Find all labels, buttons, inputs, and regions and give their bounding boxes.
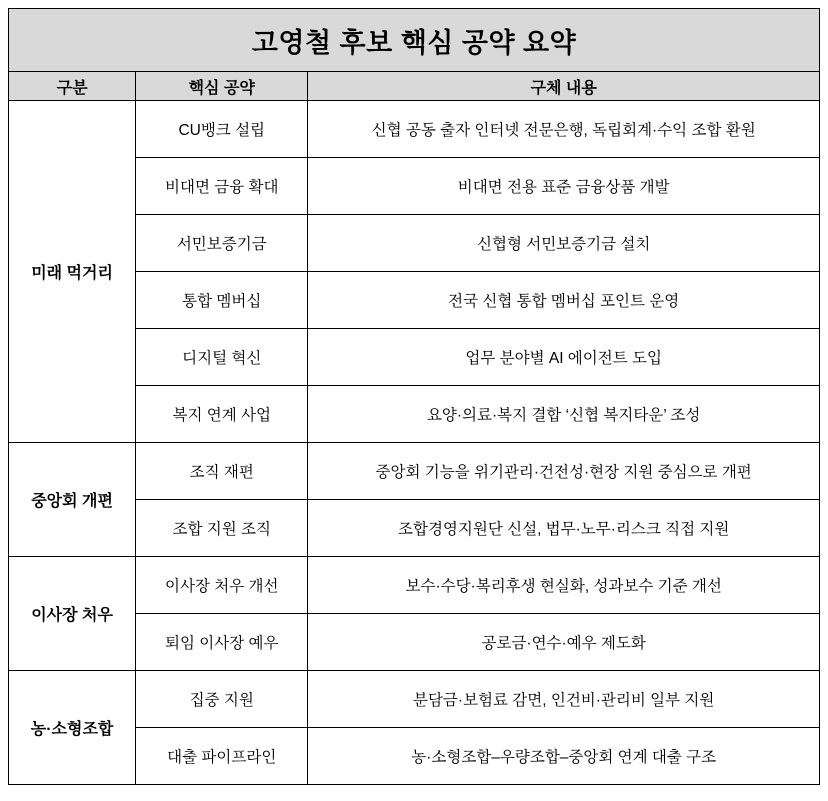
table-row xyxy=(9,443,820,500)
promise-title: 복지 연계 사업 xyxy=(136,386,308,443)
promise-title: 디지털 혁신 xyxy=(136,329,308,386)
table-row xyxy=(9,671,820,728)
table-title-row xyxy=(9,9,820,72)
page-title: 고영철 후보 핵심 공약 요약 xyxy=(9,9,820,72)
promise-detail: 공로금·연수·예우 제도화 xyxy=(308,614,820,671)
promise-detail: 농·소형조합–우량조합–중앙회 연계 대출 구조 xyxy=(308,728,820,785)
promise-detail: 신협 공동 출자 인터넷 전문은행, 독립회계·수익 조합 환원 xyxy=(308,101,820,158)
group-label-future: 미래 먹거리 xyxy=(9,101,136,443)
promise-title: 대출 파이프라인 xyxy=(136,728,308,785)
promise-title: 비대면 금융 확대 xyxy=(136,158,308,215)
promise-title: 통합 멤버십 xyxy=(136,272,308,329)
promise-title: 조직 재편 xyxy=(136,443,308,500)
promise-detail: 분담금·보험료 감면, 인건비·관리비 일부 지원 xyxy=(308,671,820,728)
promise-detail: 신협형 서민보증기금 설치 xyxy=(308,215,820,272)
promise-detail: 비대면 전용 표준 금융상품 개발 xyxy=(308,158,820,215)
promise-summary-table xyxy=(8,8,820,785)
group-label-headquarters: 중앙회 개편 xyxy=(9,443,136,557)
promise-detail: 조합경영지원단 신설, 법무·노무·리스크 직접 지원 xyxy=(308,500,820,557)
table-row xyxy=(9,101,820,158)
promise-detail: 전국 신협 통합 멤버십 포인트 운영 xyxy=(308,272,820,329)
group-label-chairman: 이사장 처우 xyxy=(9,557,136,671)
group-label-small-coops: 농·소형조합 xyxy=(9,671,136,785)
promise-title: 서민보증기금 xyxy=(136,215,308,272)
promise-detail: 업무 분야별 AI 에이전트 도입 xyxy=(308,329,820,386)
promise-title: 이사장 처우 개선 xyxy=(136,557,308,614)
promise-title: 집중 지원 xyxy=(136,671,308,728)
promise-detail: 중앙회 기능을 위기관리·건전성·현장 지원 중심으로 개편 xyxy=(308,443,820,500)
column-header-promise: 핵심 공약 xyxy=(136,72,308,101)
promise-detail: 요양·의료·복지 결합 ‘신협 복지타운’ 조성 xyxy=(308,386,820,443)
promise-title: CU뱅크 설립 xyxy=(136,101,308,158)
column-header-category: 구분 xyxy=(9,72,136,101)
promise-title: 퇴임 이사장 예우 xyxy=(136,614,308,671)
table-header-row xyxy=(9,72,820,101)
promise-detail: 보수·수당·복리후생 현실화, 성과보수 기준 개선 xyxy=(308,557,820,614)
promise-title: 조합 지원 조직 xyxy=(136,500,308,557)
column-header-detail: 구체 내용 xyxy=(308,72,820,101)
table-row xyxy=(9,557,820,614)
